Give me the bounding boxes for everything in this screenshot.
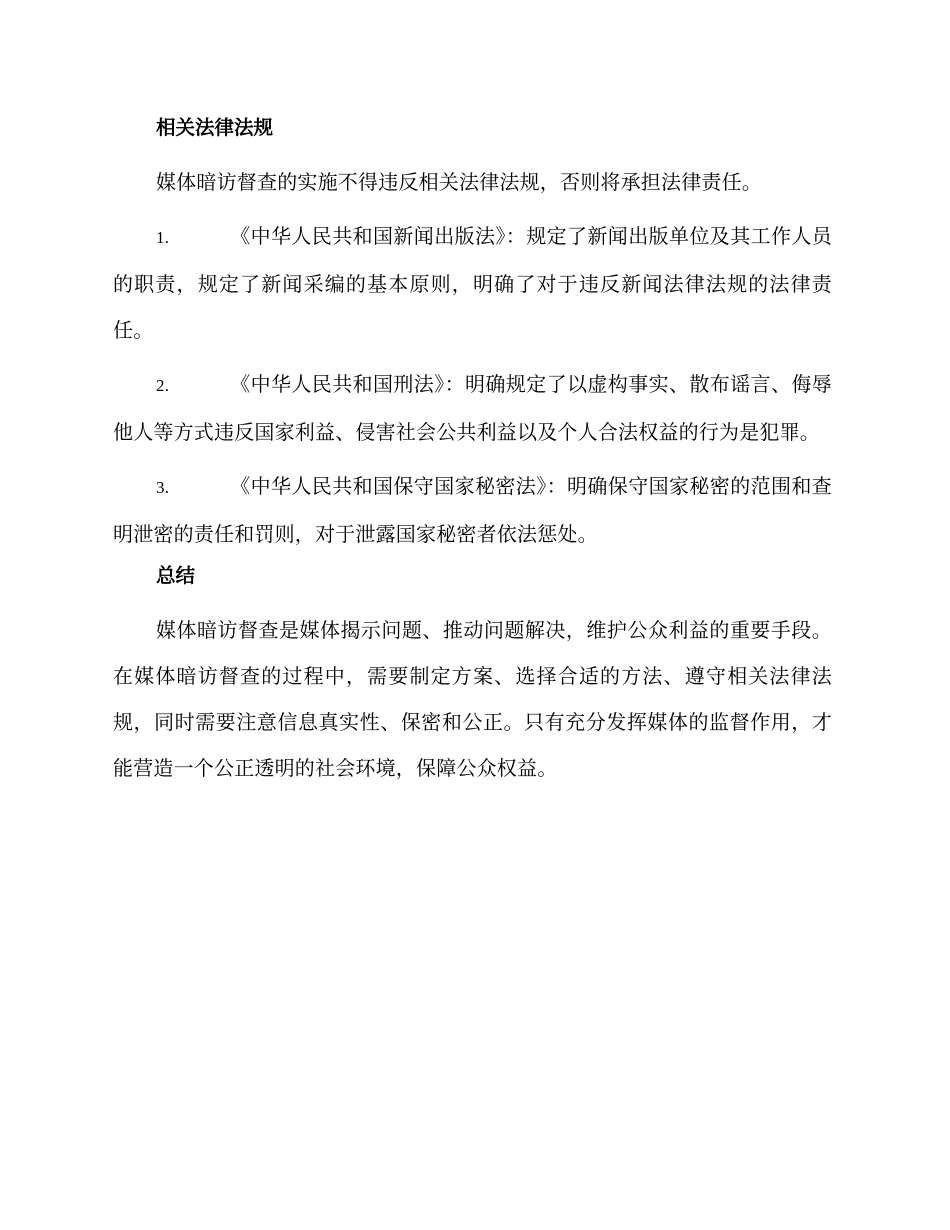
list-item-text: 《中华人民共和国刑法》：明确规定了以虚构事实、散布谣言、侮辱他人等方式违反国家利益、侵害社会公共利益以及个人合法权益的行为是犯罪。: [113, 372, 832, 444]
laws-intro-paragraph: 媒体暗访督查的实施不得违反相关法律法规，否则将承担法律责任。: [156, 170, 762, 194]
list-item: [113, 213, 832, 353]
list-item-number: 3.: [156, 478, 170, 497]
list-item: [113, 361, 832, 455]
section-heading-summary: 总结: [156, 564, 196, 587]
list-item-text: 《中华人民共和国保守国家秘密法》：明确保守国家秘密的范围和查明泄密的责任和罚则，对于泄露国家秘密者依法惩处。: [113, 474, 832, 546]
list-item: [113, 463, 832, 557]
list-item-number: 1.: [156, 228, 170, 247]
list-item-number: 2.: [156, 376, 170, 395]
list-item-text: 《中华人民共和国新闻出版法》：规定了新闻出版单位及其工作人员的职责，规定了新闻采编的基本原则，明确了对于违反新闻法律法规的法律责任。: [113, 224, 832, 342]
summary-paragraph: 媒体暗访督查是媒体揭示问题、推动问题解决，维护公众利益的重要手段。在媒体暗访督查的过程中，需要制定方案、选择合适的方法、遵守相关法律法规，同时需要注意信息真实性、保密和公正。只有充分发挥媒体的监督作用，才能营造一个公正透明的社会环境，保障公众权益。: [113, 618, 832, 780]
section-heading-laws: 相关法律法规: [156, 116, 274, 139]
